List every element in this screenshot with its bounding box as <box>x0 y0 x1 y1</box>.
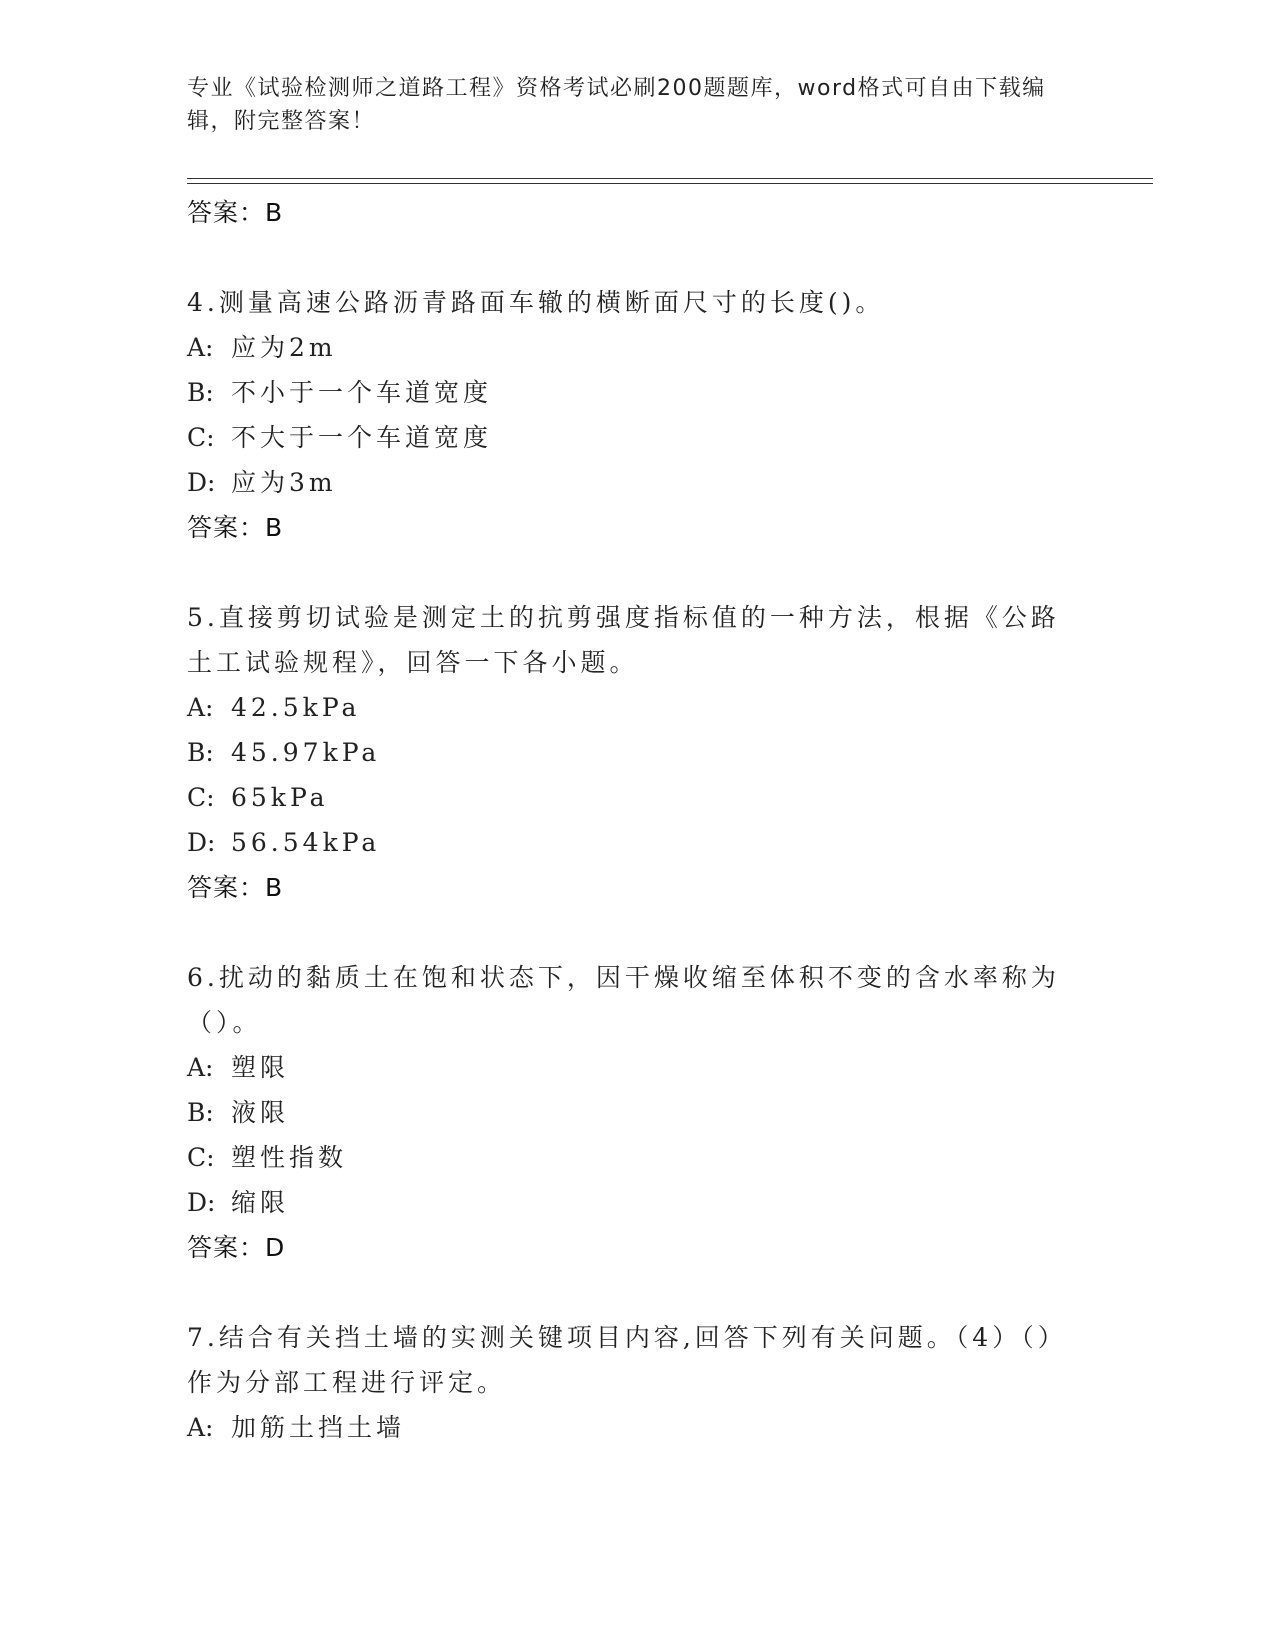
option-key: C: <box>187 423 215 452</box>
option-text: 液限 <box>231 1098 290 1127</box>
document-header: 专业《试验检测师之道路工程》资格考试必刷200题题库，word格式可自由下载编辑，附完整答案！ <box>187 76 1046 134</box>
option-text: 65kPa <box>231 783 329 812</box>
answer-line: 答案：B <box>187 198 284 227</box>
question-stem: 7.结合有关挡土墙的实测关键项目内容,回答下列有关问题。（4）（）作为分部工程进行评定。 <box>187 1323 1067 1397</box>
option-d <box>187 460 1067 505</box>
option-key: C: <box>187 783 215 812</box>
option-a <box>187 1405 1067 1450</box>
option-text: 塑限 <box>231 1053 290 1082</box>
option-text: 45.97kPa <box>231 738 381 767</box>
question-block <box>187 280 1067 550</box>
option-text: 不小于一个车道宽度 <box>231 378 493 407</box>
option-b <box>187 370 1067 415</box>
option-d <box>187 1180 1067 1225</box>
option-c <box>187 415 1067 460</box>
answer-line: 答案：B <box>187 873 284 902</box>
answer-line: 答案：B <box>187 513 284 542</box>
option-text: 42.5kPa <box>231 693 361 722</box>
option-key: B: <box>187 378 214 407</box>
question-block <box>187 955 1067 1270</box>
option-text: 加筋土挡土墙 <box>231 1413 406 1442</box>
option-c <box>187 1135 1067 1180</box>
option-key: A: <box>187 1053 214 1082</box>
option-a <box>187 1045 1067 1090</box>
header-divider-top <box>187 178 1153 179</box>
option-key: A: <box>187 693 214 722</box>
question-stem: 5.直接剪切试验是测定土的抗剪强度指标值的一种方法，根据《公路土工试验规程》，回答一下各小题。 <box>187 603 1060 677</box>
option-key: B: <box>187 738 214 767</box>
option-key: A: <box>187 333 214 362</box>
option-key: A: <box>187 1413 214 1442</box>
question-stem: 4.测量高速公路沥青路面车辙的横断面尺寸的长度()。 <box>187 288 885 317</box>
option-key: C: <box>187 1143 215 1172</box>
option-text: 应为2m <box>231 333 337 362</box>
option-text: 缩限 <box>231 1188 290 1217</box>
header-divider-bottom <box>187 183 1153 184</box>
option-key: D: <box>187 468 216 497</box>
option-b <box>187 730 1067 775</box>
answer-line: 答案：D <box>187 1233 286 1262</box>
option-text: 塑性指数 <box>231 1143 348 1172</box>
option-d <box>187 820 1067 865</box>
option-a <box>187 325 1067 370</box>
option-c <box>187 775 1067 820</box>
option-text: 56.54kPa <box>231 828 381 857</box>
option-key: B: <box>187 1098 214 1127</box>
question-block <box>187 595 1067 910</box>
option-a <box>187 685 1067 730</box>
option-key: D: <box>187 828 216 857</box>
option-text: 应为3m <box>231 468 337 497</box>
question-block <box>187 1315 1067 1450</box>
question-list <box>187 190 1067 1450</box>
question-stem: 6.扰动的黏质土在饱和状态下，因干燥收缩至体积不变的含水率称为（）。 <box>187 963 1060 1037</box>
option-text: 不大于一个车道宽度 <box>231 423 493 452</box>
option-b <box>187 1090 1067 1135</box>
option-key: D: <box>187 1188 216 1217</box>
